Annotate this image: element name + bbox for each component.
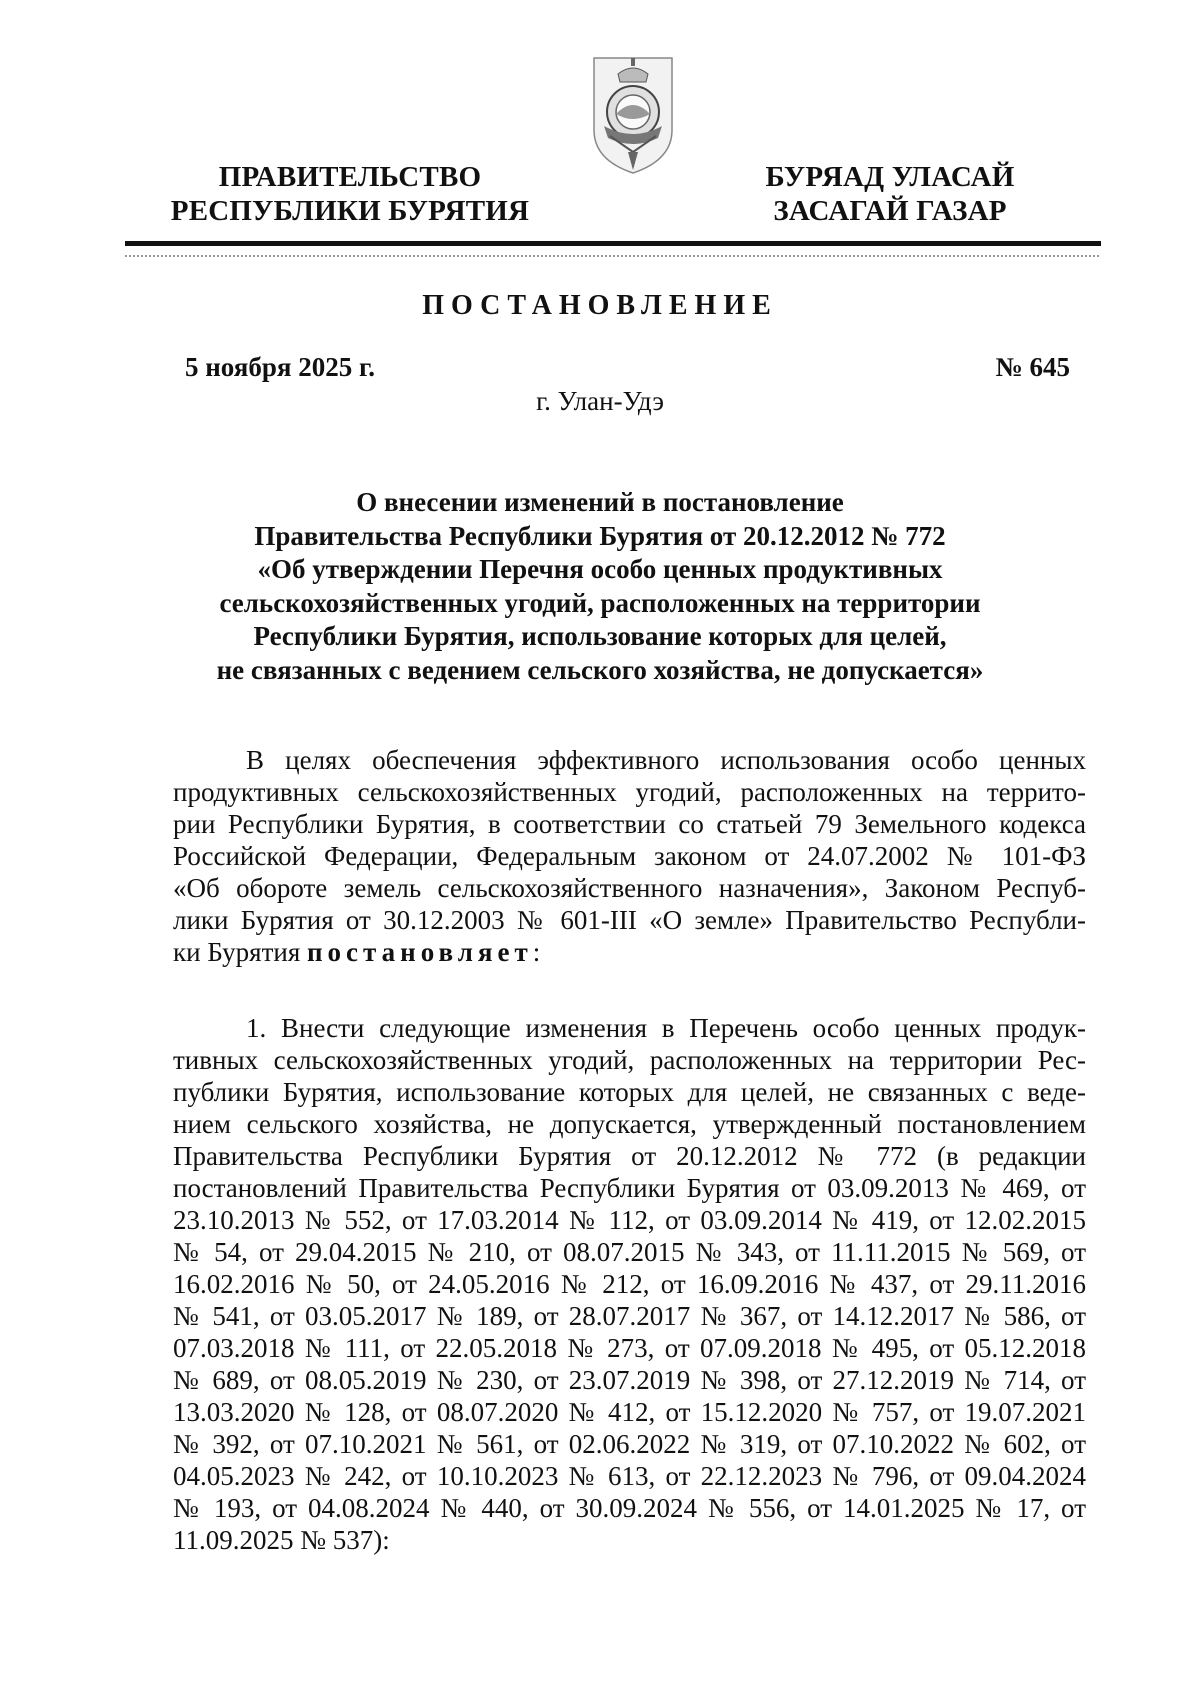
title-line: не связанных с ведением сельского хозяйства, не допускается» [216, 654, 984, 685]
paragraph-line: 13.03.2020 № 128, от 08.07.2020 № 412, от 15.12.2020 № 757, от 19.07.2021 [173, 1397, 1086, 1427]
paragraph-line: № 541, от 03.05.2017 № 189, от 28.07.2017 № 367, от 14.12.2017 № 586, от [173, 1301, 1086, 1331]
document-type: ПОСТАНОВЛЕНИЕ [422, 290, 778, 321]
paragraph-line: № 54, от 29.04.2015 № 210, от 08.07.2015 № 343, от 11.11.2015 № 569, от [173, 1237, 1086, 1267]
coat-of-arms-emblem [588, 52, 678, 177]
document-city: г. Улан-Удэ [536, 386, 664, 416]
title-line: Республики Бурятия, использование которых для целей, [253, 621, 947, 651]
paragraph-line: нием сельского хозяйства, не допускается, утвержденный постановлением [173, 1109, 1086, 1139]
paragraph-line: лики Бурятия от 30.12.2003 № 601-III «О земле» Правительство Республи- [173, 905, 1086, 935]
org-name-russian-line-2: РЕСПУБЛИКИ БУРЯТИЯ [170, 195, 530, 227]
preamble-paragraph [173, 744, 1086, 968]
document-date: 5 ноября 2025 г. [185, 352, 375, 382]
paragraph-line: «Об обороте земель сельскохозяйственного назначения», Законом Респуб- [173, 873, 1086, 903]
preamble-suffix: : [532, 937, 541, 967]
paragraph-line: рии Республики Бурятия, в соответствии со статьей 79 Земельного кодекса [173, 809, 1086, 839]
org-name-russian-line-1: ПРАВИТЕЛЬСТВО [218, 161, 482, 193]
title-line: «Об утверждении Перечня особо ценных продуктивных [257, 554, 943, 584]
paragraph-line: 23.10.2013 № 552, от 17.03.2014 № 112, от 03.09.2014 № 419, от 12.02.2015 [173, 1205, 1086, 1235]
paragraph-line-final [173, 936, 1086, 968]
paragraph-line: продуктивных сельскохозяйственных угодий, расположенных на террито- [173, 777, 1086, 807]
org-name-buryat [740, 160, 1040, 228]
paragraph-line: 16.02.2016 № 50, от 24.05.2016 № 212, от 16.09.2016 № 437, от 29.11.2016 [173, 1269, 1086, 1299]
paragraph-line: № 689, от 08.05.2019 № 230, от 23.07.2019 № 398, от 27.12.2019 № 714, от [173, 1365, 1086, 1395]
paragraph-line: Российской Федерации, Федеральным законом от 24.07.2002 № 101-ФЗ [173, 841, 1086, 871]
document-number: № 645 [995, 352, 1070, 382]
paragraph-line: Правительства Республики Бурятия от 20.12.2012 № 772 (в редакции [173, 1141, 1086, 1171]
title-line: сельскохозяйственных угодий, расположенных на территории [219, 587, 981, 618]
org-name-buryat-line-1: БУРЯАД УЛАСАЙ [765, 161, 1015, 193]
paragraph-line: № 193, от 04.08.2024 № 440, от 30.09.2024 № 556, от 14.01.2025 № 17, от [173, 1493, 1086, 1523]
header-divider-thin [125, 255, 1101, 257]
paragraph-line: 1. Внести следующие изменения в Перечень особо ценных продук- [246, 1013, 1086, 1043]
paragraph-line: 04.05.2023 № 242, от 10.10.2023 № 613, от 22.12.2023 № 796, от 09.04.2024 [173, 1461, 1086, 1491]
preamble-prefix: ки Бурятия [173, 937, 301, 967]
paragraph-line: постановлений Правительства Республики Бурятия от 03.09.2013 № 469, от [173, 1173, 1086, 1203]
org-name-russian [150, 160, 550, 228]
paragraph-line: 11.09.2025 № 537): [173, 1525, 390, 1555]
title-line: О внесении изменений в постановление [356, 487, 844, 517]
paragraph-line: № 392, от 07.10.2021 № 561, от 02.06.2022 № 319, от 07.10.2022 № 602, от [173, 1429, 1086, 1459]
clause-1-paragraph [173, 1012, 1086, 1556]
resolves-word: постановляет [307, 937, 533, 967]
document-title [150, 486, 1050, 687]
title-line: Правительства Республики Бурятия от 20.12.2012 № 772 [254, 520, 946, 551]
org-name-buryat-line-2: ЗАСАГАЙ ГАЗАР [773, 195, 1007, 227]
paragraph-line: В целях обеспечения эффективного использования особо ценных [246, 745, 1086, 775]
header-divider-thick [125, 241, 1101, 246]
paragraph-line: публики Бурятия, использование которых для целей, не связанных с веде- [173, 1077, 1086, 1107]
paragraph-line: 07.03.2018 № 111, от 22.05.2018 № 273, от 07.09.2018 № 495, от 05.12.2018 [173, 1333, 1086, 1363]
paragraph-line: тивных сельскохозяйственных угодий, расположенных на территории Рес- [173, 1045, 1086, 1075]
